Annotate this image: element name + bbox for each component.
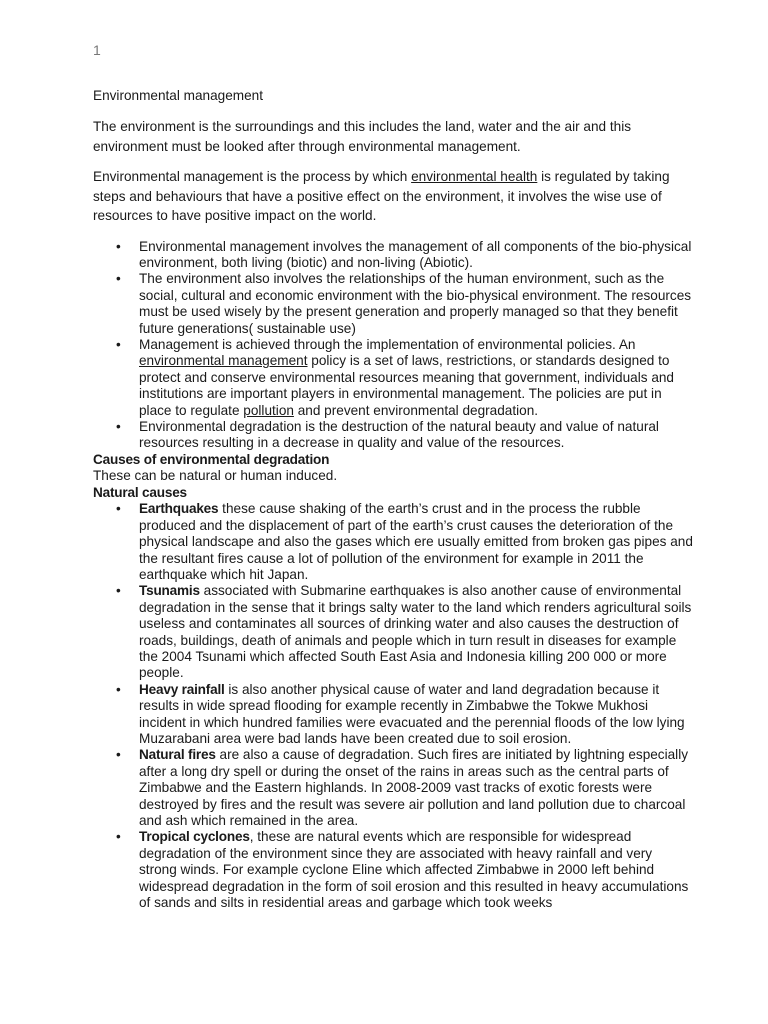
list-item-text: is also another physical cause of water and land degradation because it results in wide spread flooding for example recently in Zimbabwe the Tokwe Mukhosi incident in which hundred families were evacuated and the perennial floods of the low lying Muzarabani area were bad lands have been created due to soil erosion. xyxy=(139,681,685,746)
list-item xyxy=(93,501,693,583)
cause-term: Natural fires xyxy=(139,747,216,763)
causes-subtitle: These can be natural or human induced. xyxy=(93,468,338,484)
bullet-icon: • xyxy=(116,238,121,254)
list-item xyxy=(93,337,693,419)
list-item-text: Environmental degradation is the destruction of the natural beauty and value of natural resources resulting in a decrease in quality and value of the resources. xyxy=(139,418,659,451)
bullet-icon: • xyxy=(116,829,121,845)
bullet-icon: • xyxy=(116,271,121,287)
bullet-icon: • xyxy=(116,583,121,599)
document-title: Environmental management xyxy=(93,88,264,103)
intro-paragraph: The environment is the surroundings and this includes the land, water and the air and this environment must be looked after through environmental management. xyxy=(93,119,632,154)
natural-causes-list xyxy=(93,501,693,911)
bullet-icon: • xyxy=(116,681,121,697)
document-body xyxy=(93,86,693,911)
list-item-text: Environmental management involves the management of all components of the bio-physical environment, both living (biotic) and non-living (Abiotic). xyxy=(139,238,692,270)
list-item-text: are also a cause of degradation. Such fires are initiated by lightning especially after a long dry spell or during the onset of the rains in areas such as the central parts of Zimbabwe and the Eastern highlands. In 2008-2009 vast tracks of exotic forests were destroyed by fires and the result was severe air pollution and land pollution due to charcoal and ash which remained in the area. xyxy=(139,747,689,828)
list-item xyxy=(93,419,693,452)
pollution-link[interactable]: pollution xyxy=(243,402,294,418)
bullet-icon: • xyxy=(116,336,121,352)
definition-text-after: is regulated by taking steps and behaviours that have a positive effect on the environment, it involves the wise use of resources to have positive impact on the world. xyxy=(93,169,670,223)
list-item-text: associated with Submarine earthquakes is also another cause of environmental degradation in the sense that it brings salty water to the land which renders agricultural soils useless and contaminates all sources of drinking water and also causes the destruction of roads, buildings, death of animals and people which in turn result in diseases for example the 2004 Tsunami which affected South East Asia and Indonesia killing 200 000 or more people. xyxy=(139,583,692,681)
list-item xyxy=(93,239,693,272)
list-item-text: these cause shaking of the earth’s crust and in the process the rubble produced and the displacement of part of the earth’s crust causes the deterioration of the physical landscape and also the gases which ere usually emitted from broken gas pipes and the resultant fires cause a lot of pollution of the environment for example in 2011 the earthquake which hit Japan. xyxy=(139,501,693,582)
cause-term: Tropical cyclones xyxy=(139,829,250,845)
definition-paragraph xyxy=(93,167,693,226)
list-item xyxy=(93,829,693,911)
causes-heading: Causes of environmental degradation xyxy=(93,451,330,467)
bullet-icon: • xyxy=(116,501,121,517)
bullet-icon: • xyxy=(116,747,121,763)
bullet-icon: • xyxy=(116,418,121,434)
cause-term: Earthquakes xyxy=(139,501,219,517)
list-item-text: Management is achieved through the implementation of environmental policies. An xyxy=(139,336,636,352)
definition-text-before: Environmental management is the process by which xyxy=(93,169,412,184)
management-bullet-list xyxy=(93,239,693,452)
list-item-text: , these are natural events which are responsible for widespread degradation of the environment since they are associated with heavy rainfall and very strong winds. For example cyclone Eline which affected Zimbabwe in 2000 left behind widespread degradation in the form of soil erosion and this resulted in heavy accumulations of sands and silts in residential areas and garbage which took weeks xyxy=(139,829,689,911)
list-item xyxy=(93,271,693,337)
list-item-text: and prevent environmental degradation. xyxy=(293,402,539,418)
cause-term: Heavy rainfall xyxy=(139,681,225,697)
list-item xyxy=(93,682,693,748)
list-item xyxy=(93,747,693,829)
list-item xyxy=(93,583,693,681)
page-number: 1 xyxy=(93,42,101,58)
list-item-text: policy is a set of laws, restrictions, or standards designed to protect and conserve environmental resources meaning that government, individuals and institutions are important players in environmental management. The policies are put in place to regulate xyxy=(139,353,674,418)
list-item-text: The environment also involves the relationships of the human environment, such as the social, cultural and economic environment with the bio-physical environment. The resources must be used wisely by the present generation and properly managed so that they benefit future generations( sustainable use) xyxy=(139,271,692,336)
environmental-health-link[interactable]: environmental health xyxy=(411,169,538,184)
cause-term: Tsunamis xyxy=(139,583,200,599)
natural-causes-heading: Natural causes xyxy=(93,484,187,500)
environmental-management-link[interactable]: environmental management xyxy=(139,353,308,369)
